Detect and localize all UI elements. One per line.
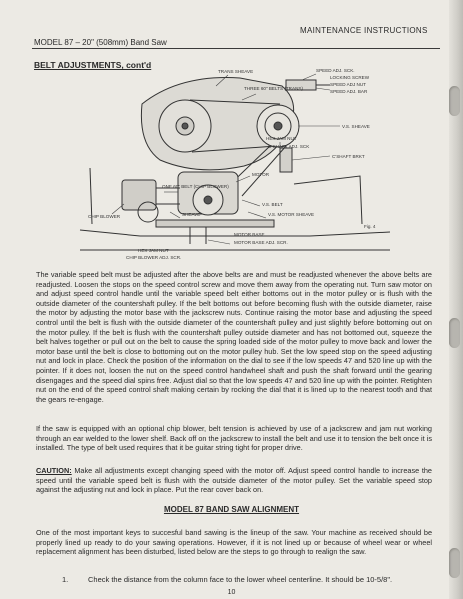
label-locking-screw: LOCKING SCREW (330, 75, 370, 80)
label-vs-belt: V.S. BELT (262, 202, 283, 207)
step-number: 1. (62, 575, 69, 584)
label-c-shaft-brkt: C'SHAFT BRKT (332, 154, 365, 159)
header-rule (32, 48, 440, 49)
paragraph-caution (36, 466, 432, 495)
label-motor-base-adj-scr: MOTOR BASE ADJ. SCR. (234, 240, 288, 245)
label-vs-motor-sheave: V.S. MOTOR SHEAVE (268, 212, 315, 217)
label-speed-adj-sck: SPEED ADJ. SCK. (316, 68, 355, 73)
label-hex-jam-nut-bottom: HEX JAM NUT (138, 248, 169, 253)
figure-number: Fig. 4 (364, 224, 376, 229)
paragraph-variable-speed: The variable speed belt must be adjusted after the above belts are and must be readjusted whenever the above belts are readjusted. Loosen the stops on the speed control screw and move them away from the operating nut. Turn saw motor on and adjust speed control handle until the variable speed belt either bottoms out in the motor pulley or is flush with the outside diameter of the countershaft pulley. If the belt bottoms out before becoming flush with the outside diameter, raise the motor by adjusting the motor base with the jackscrew nuts. Continue raising the motor base and adjusting the speed control until the belt is flush with the outside diameter of the countershaft pulley and just slightly before bottoming out on the motor pulley. If the belt is flush with the countershaft pulley outside diameter and has not bottomed out, squeeze the belt halves together or pull out on the belt to cause the spring loaded side of the motor pulley to move back and lower the motor base until the belt is close to bottoming out on the motor pulley hub. Set the low speed stop on the speed adjusting nut and lock in place. Check the position of the information on the dial to see if the low speeds 47 and 520 line up with the pointer. If it does not, loosen the nut on the speed control handwheel shaft and push the shaft forward until the gearing disengages and the speed dial spins free. Adjust dial so that the low speeds 47 and 520 line up with the pointer. Retighten nut on the end of the speed control shaft making certain by rocking the dial that it is lined up to the nearest tooth and that the gears re-engage. (36, 270, 432, 404)
step-text: Check the distance from the column face to the lower wheel centerline. It should be 10-5/8". (88, 575, 393, 584)
page-number: 10 (227, 589, 236, 596)
belt-diagram (30, 64, 430, 264)
binder-hole (449, 548, 460, 578)
label-hex-jam-nut-top: HEX JAM NUT (266, 136, 297, 141)
alignment-title: MODEL 87 BAND SAW ALIGNMENT (163, 505, 300, 514)
label-trans-sheave: TRANS SHEAVE (218, 69, 254, 74)
label-motor: MOTOR (252, 172, 270, 177)
binder-hole (449, 86, 460, 116)
label-three-belts: THREE 60" BELTS (TRANS) (244, 86, 303, 91)
section-title: BELT ADJUSTMENTS, cont'd (34, 60, 152, 70)
label-speed-adj-nut: SPEED ADJ NUT (330, 82, 366, 87)
label-chip-blower-adj-scr: CHIP BLOWER ADJ. SCR. (126, 255, 182, 260)
label-belt-60-chip: ONE 60" BELT (CHIP BLOWER) (162, 184, 229, 189)
binder-hole (449, 318, 460, 348)
paragraph-chip-blower: If the saw is equipped with an optional chip blower, belt tension is achieved by use of a jackscrew and jam nut working through an ear welded to the lower shelf. Back off on the jackscrew to install the belt and use it to tension the belt once it is installed. The type of belt used requires that it be guitar string tight for proper drive. (36, 424, 432, 453)
label-chip-blower: CHIP BLOWER (88, 214, 121, 219)
label-c-shaft-adj-sck: C SHAFT ADJ. SCK (268, 144, 310, 149)
header-section-title: MAINTENANCE INSTRUCTIONS (300, 26, 428, 35)
label-speed-adj-bar: SPEED ADJ. BAR (330, 89, 368, 94)
caution-text: Make all adjustments except changing speed with the motor off. Adjust speed control handle to increase the speed until the variable speed belt is flush with the outside diameter of the motor pulley. Set the variable speed stop against the adjusting nut and lock in place. Put the rear cover back on. (36, 466, 432, 495)
header-model: MODEL 87 – 20" (508mm) Band Saw (34, 38, 167, 47)
label-motor-base: MOTOR BASE (234, 232, 265, 237)
caution-label: CAUTION: (36, 466, 72, 475)
paragraph-alignment: One of the most important keys to succesful band sawing is the lineup of the saw. Your machine as received should be properly lined up ready to do your sawing operations. However, if it is not lined up or because of wheel wear or wheel replacement alignment has been disturbed, listed below are the steps to go through to realign the saw. (36, 528, 432, 557)
label-sheave: SHEAVE (182, 212, 201, 217)
label-vs-sheave: V.S. SHEAVE (342, 124, 370, 129)
